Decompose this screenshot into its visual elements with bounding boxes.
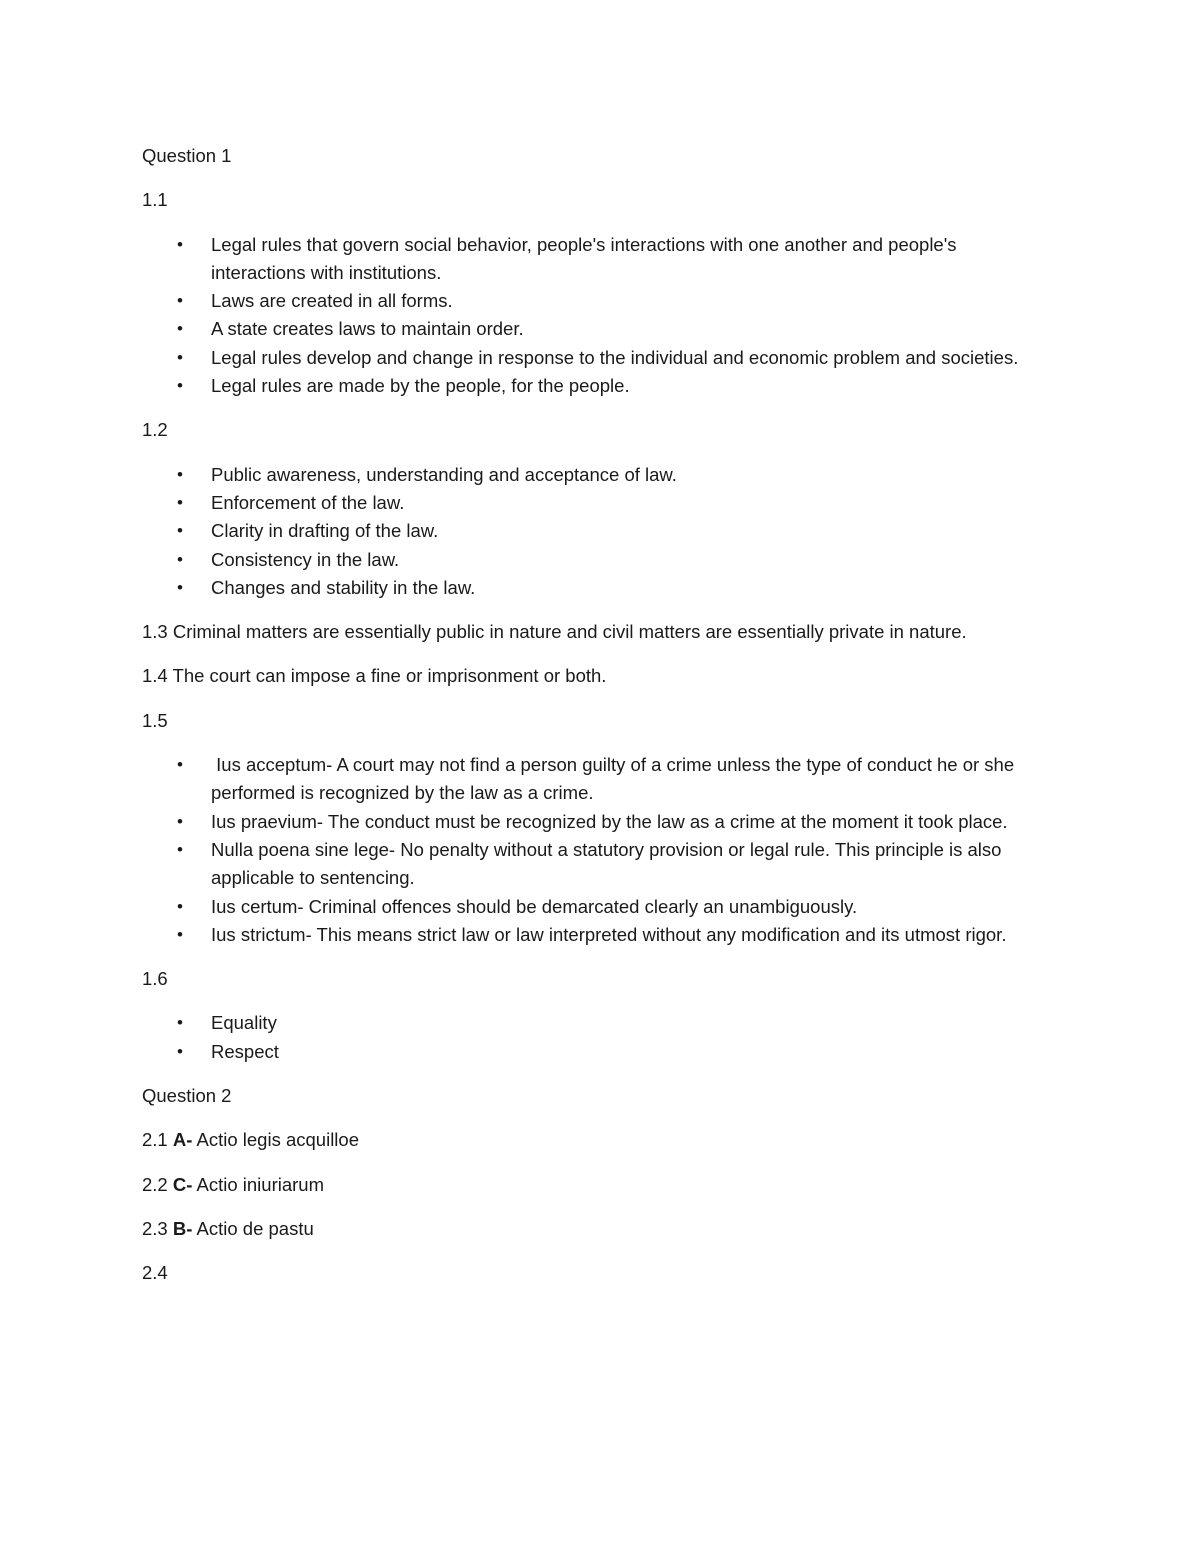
bullet-icon: • xyxy=(177,811,183,831)
list-item xyxy=(142,808,1042,836)
answer-2-1 xyxy=(142,1126,1042,1154)
section-1-4-answer: 1.4 The court can impose a fine or imprisonment or both. xyxy=(142,665,607,687)
bullet-icon: • xyxy=(177,577,183,597)
bullet-icon: • xyxy=(177,291,183,311)
bullet-icon: • xyxy=(177,549,183,569)
document-body xyxy=(142,142,1042,1304)
section-1-2-label: 1.2 xyxy=(142,419,168,441)
answer-number: 2.2 xyxy=(142,1173,173,1195)
section-1-3-answer: 1.3 Criminal matters are essentially public in nature and civil matters are essentially private in nature. xyxy=(142,621,967,643)
list-item-text: Ius certum- Criminal offences should be demarcated clearly an unambiguously. xyxy=(211,895,858,917)
list-item-text: Clarity in drafting of the law. xyxy=(211,520,439,542)
list-item-text: Respect xyxy=(211,1040,279,1062)
section-1-5-label: 1.5 xyxy=(142,709,168,731)
bullet-icon: • xyxy=(177,1013,183,1033)
list-item xyxy=(142,372,1042,400)
bullet-icon: • xyxy=(177,839,183,859)
section-1-5-list xyxy=(142,751,1042,949)
list-item xyxy=(142,489,1042,517)
bullet-icon: • xyxy=(177,319,183,339)
list-item xyxy=(142,836,1042,893)
list-item xyxy=(142,517,1042,545)
list-item xyxy=(142,751,1042,808)
list-item xyxy=(142,287,1042,315)
bullet-icon: • xyxy=(177,464,183,484)
list-item-text: Changes and stability in the law. xyxy=(211,576,476,598)
list-item xyxy=(142,893,1042,921)
answer-letter: A- xyxy=(172,1129,193,1151)
bullet-icon: • xyxy=(177,376,183,396)
list-item-text: Legal rules are made by the people, for the people. xyxy=(211,375,630,397)
list-item-text: A state creates laws to maintain order. xyxy=(211,318,524,340)
list-item xyxy=(142,344,1042,372)
answer-letter: B- xyxy=(172,1217,193,1239)
list-item-text: Ius praevium- The conduct must be recognized by the law as a crime at the moment it took place. xyxy=(211,810,1008,832)
answer-text: Actio de pastu xyxy=(192,1217,314,1239)
list-item-text: Ius acceptum- A court may not find a person guilty of a crime unless the type of conduct he or she performed is recognized by the law as a crime. xyxy=(211,754,1020,804)
bullet-icon: • xyxy=(177,924,183,944)
list-item xyxy=(142,921,1042,949)
list-item xyxy=(142,461,1042,489)
bullet-icon: • xyxy=(177,347,183,367)
bullet-icon: • xyxy=(177,492,183,512)
section-1-6-list xyxy=(142,1009,1042,1066)
list-item-text: Legal rules develop and change in response to the individual and economic problem and societies. xyxy=(211,346,1019,368)
list-item-text: Public awareness, understanding and acceptance of law. xyxy=(211,463,677,485)
answer-number: 2.3 xyxy=(142,1217,173,1239)
list-item-text: Ius strictum- This means strict law or law interpreted without any modification and its utmost rigor. xyxy=(211,923,1007,945)
question-2-heading: Question 2 xyxy=(142,1085,232,1107)
section-1-2-list xyxy=(142,461,1042,602)
list-item xyxy=(142,315,1042,343)
list-item xyxy=(142,1009,1042,1037)
answer-letter: C- xyxy=(172,1173,193,1195)
list-item xyxy=(142,1038,1042,1066)
list-item-text: Legal rules that govern social behavior, people's interactions with one another and people's interactions with institutions. xyxy=(211,233,957,283)
list-item xyxy=(142,231,1042,288)
list-item-text: Consistency in the law. xyxy=(211,548,400,570)
section-1-1-label: 1.1 xyxy=(142,189,168,211)
list-item-text: Equality xyxy=(211,1012,277,1034)
answer-2-3 xyxy=(142,1215,1042,1243)
answer-number: 2.1 xyxy=(142,1129,173,1151)
answer-text: Actio iniuriarum xyxy=(192,1173,324,1195)
bullet-icon: • xyxy=(177,755,183,775)
answer-2-2 xyxy=(142,1171,1042,1199)
bullet-icon: • xyxy=(177,1041,183,1061)
list-item xyxy=(142,574,1042,602)
bullet-icon: • xyxy=(177,234,183,254)
section-1-1-list xyxy=(142,231,1042,401)
list-item-text: Enforcement of the law. xyxy=(211,491,405,513)
answer-text: Actio legis acquilloe xyxy=(192,1129,359,1151)
list-item-text: Laws are created in all forms. xyxy=(211,290,453,312)
question-1-heading: Question 1 xyxy=(142,145,232,166)
section-1-6-label: 1.6 xyxy=(142,968,168,990)
list-item-text: Nulla poena sine lege- No penalty without a statutory provision or legal rule. This principle is also applicable to sentencing. xyxy=(211,838,1002,889)
bullet-icon: • xyxy=(177,896,183,916)
section-2-4-label: 2.4 xyxy=(142,1262,168,1284)
list-item xyxy=(142,546,1042,574)
bullet-icon: • xyxy=(177,521,183,541)
